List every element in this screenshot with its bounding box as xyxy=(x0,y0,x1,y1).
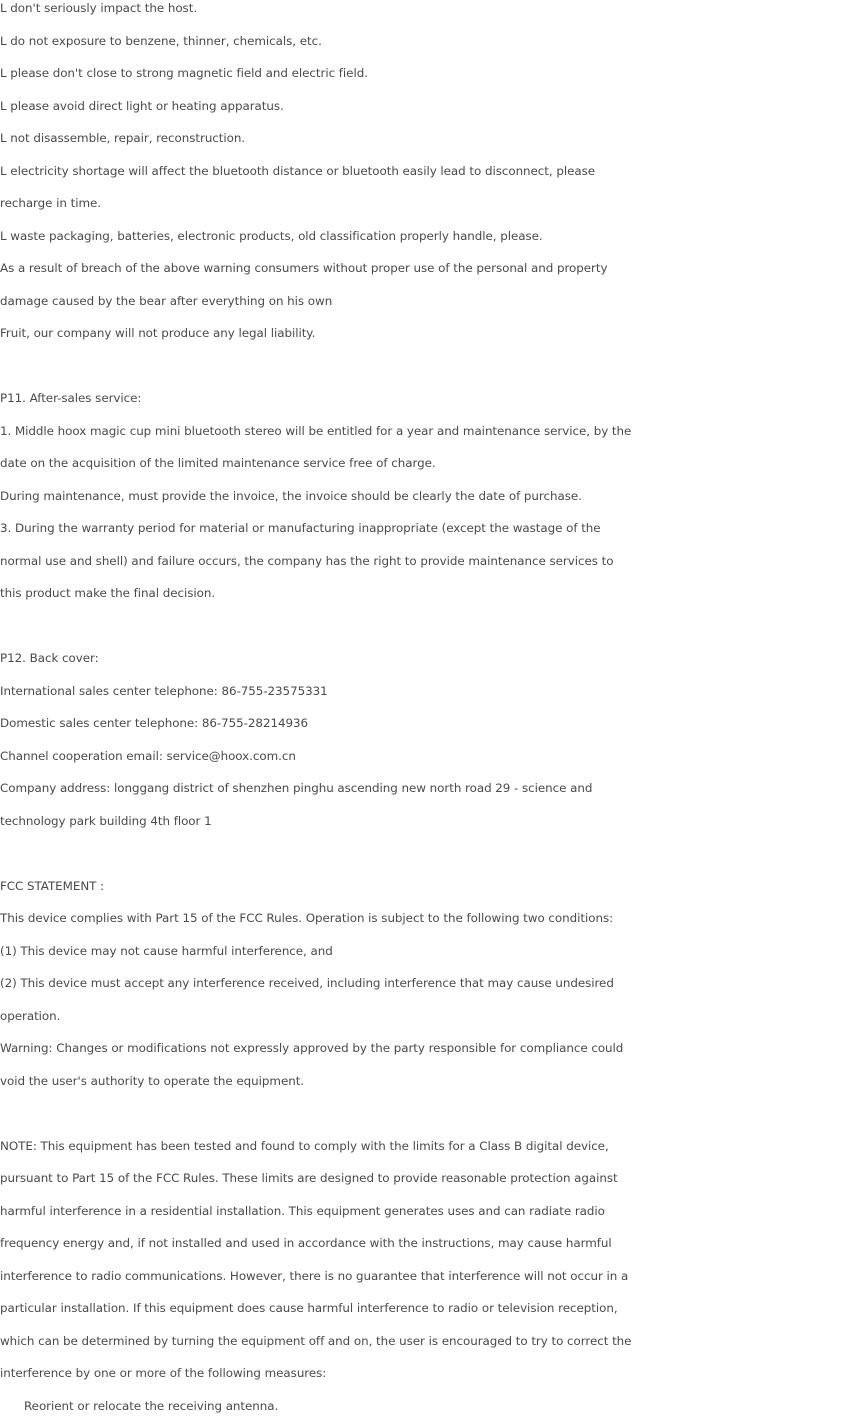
warning-line: L please avoid direct light or heating apparatus. xyxy=(0,90,865,123)
warning-line: L electricity shortage will affect the bluetooth distance or bluetooth easily lead to disconnect, please xyxy=(0,155,865,188)
paragraph-line: (1) This device may not cause harmful interference, and xyxy=(0,935,865,968)
paragraph-line: particular installation. If this equipment does cause harmful interference to radio or television reception, xyxy=(0,1292,865,1325)
spacer xyxy=(0,1097,865,1130)
measure-item: Reorient or relocate the receiving antenna. xyxy=(0,1390,865,1422)
spacer xyxy=(0,350,865,383)
paragraph-line: which can be determined by turning the equipment off and on, the user is encouraged to try to correct the xyxy=(0,1325,865,1358)
warning-line: recharge in time. xyxy=(0,187,865,220)
contact-email: Channel cooperation email: service@hoox.com.cn xyxy=(0,740,865,773)
paragraph-line: pursuant to Part 15 of the FCC Rules. These limits are designed to provide reasonable protection against xyxy=(0,1162,865,1195)
spacer xyxy=(0,837,865,870)
spacer xyxy=(0,610,865,643)
international-phone: International sales center telephone: 86-755-23575331 xyxy=(0,675,865,708)
company-address: Company address: longgang district of shenzhen pinghu ascending new north road 29 - science and xyxy=(0,772,865,805)
paragraph-line: This device complies with Part 15 of the FCC Rules. Operation is subject to the following two conditions: xyxy=(0,902,865,935)
warning-line: As a result of breach of the above warning consumers without proper use of the personal and property xyxy=(0,252,865,285)
paragraph-line: Warning: Changes or modifications not expressly approved by the party responsible for compliance could xyxy=(0,1032,865,1065)
paragraph-line: void the user's authority to operate the equipment. xyxy=(0,1065,865,1098)
warning-line: damage caused by the bear after everything on his own xyxy=(0,285,865,318)
company-address: technology park building 4th floor 1 xyxy=(0,805,865,838)
paragraph-line: interference by one or more of the following measures: xyxy=(0,1357,865,1390)
paragraph-line: NOTE: This equipment has been tested and found to comply with the limits for a Class B digital device, xyxy=(0,1130,865,1163)
note-section xyxy=(0,1130,865,1422)
paragraph-line: normal use and shell) and failure occurs, the company has the right to provide maintenance services to xyxy=(0,545,865,578)
warning-line: L not disassemble, repair, reconstruction. xyxy=(0,122,865,155)
paragraph-line: During maintenance, must provide the invoice, the invoice should be clearly the date of purchase. xyxy=(0,480,865,513)
paragraph-line: 1. Middle hoox magic cup mini bluetooth stereo will be entitled for a year and maintenance service, by the xyxy=(0,415,865,448)
paragraph-line: 3. During the warranty period for material or manufacturing inappropriate (except the wastage of the xyxy=(0,512,865,545)
section-heading: FCC STATEMENT : xyxy=(0,870,865,903)
after-sales-section xyxy=(0,382,865,610)
back-cover-section xyxy=(0,642,865,837)
paragraph-line: interference to radio communications. However, there is no guarantee that interference will not occur in a xyxy=(0,1260,865,1293)
paragraph-line: date on the acquisition of the limited maintenance service free of charge. xyxy=(0,447,865,480)
warning-line: Fruit, our company will not produce any legal liability. xyxy=(0,317,865,350)
paragraph-line: harmful interference in a residential installation. This equipment generates uses and can radiate radio xyxy=(0,1195,865,1228)
domestic-phone: Domestic sales center telephone: 86-755-28214936 xyxy=(0,707,865,740)
warning-line: L do not exposure to benzene, thinner, chemicals, etc. xyxy=(0,25,865,58)
warning-line: L don't seriously impact the host. xyxy=(0,0,865,25)
section-heading: P12. Back cover: xyxy=(0,642,865,675)
section-heading: P11. After-sales service: xyxy=(0,382,865,415)
warnings-section xyxy=(0,0,865,350)
paragraph-line: frequency energy and, if not installed and used in accordance with the instructions, may cause harmful xyxy=(0,1227,865,1260)
paragraph-line: operation. xyxy=(0,1000,865,1033)
warning-line: L please don't close to strong magnetic field and electric field. xyxy=(0,57,865,90)
fcc-section xyxy=(0,870,865,1098)
paragraph-line: (2) This device must accept any interference received, including interference that may cause undesired xyxy=(0,967,865,1000)
warning-line: L waste packaging, batteries, electronic products, old classification properly handle, please. xyxy=(0,220,865,253)
paragraph-line: this product make the final decision. xyxy=(0,577,865,610)
